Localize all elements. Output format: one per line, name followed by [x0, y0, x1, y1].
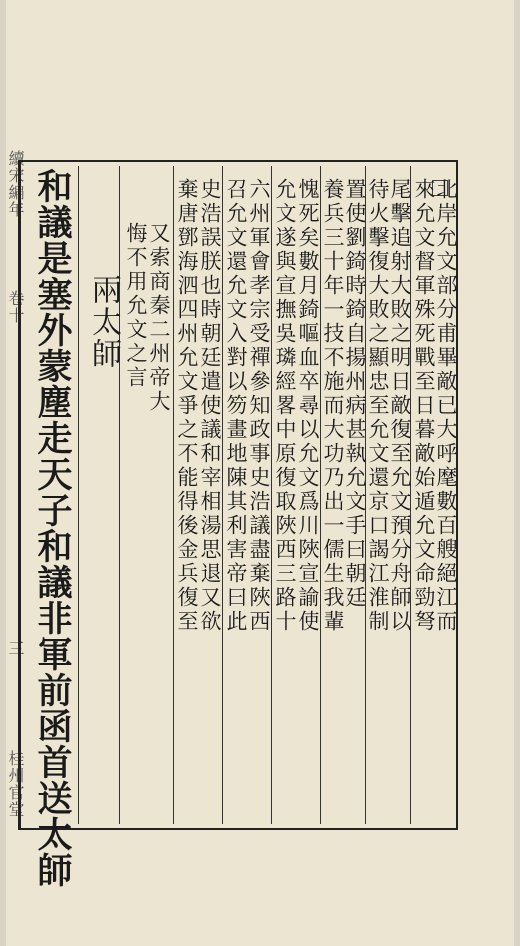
margin-volume: 卷十 — [6, 290, 25, 324]
text-column: 棄唐鄧海泗四州允文爭之不能得後金兵復至 — [175, 178, 199, 634]
text-column: 來允文督軍殊死戰至日暮敵始遁允文命勁弩 — [412, 178, 436, 634]
text-column: 六州軍會孝宗受禪參知政事史浩議盡棄陜西 — [247, 178, 271, 634]
section-heading: 兩太師 — [86, 274, 121, 370]
column-rule — [119, 166, 120, 824]
text-column: 又索商秦二州帝大 — [147, 222, 171, 414]
text-column: 尾擊追射大敗之明日敵復至允文預分舟師以 — [388, 178, 412, 634]
text-column: 悔不用允文之言 — [124, 222, 148, 390]
text-column: 愧死矣數月錡嘔血卒尋以允文爲川陜宣諭使 — [296, 178, 320, 634]
commentary-column: 和議是塞外蒙塵走天子和議非軍前函首送太師 — [32, 168, 73, 888]
margin-title: 續宋編年 — [6, 150, 25, 218]
column-rule — [222, 166, 223, 824]
column-rule — [271, 166, 272, 824]
column-rule — [173, 166, 174, 824]
margin-page: 三 — [6, 640, 25, 657]
text-column: 置使劉錡時錡自揚州病甚執允文手曰朝廷 — [343, 178, 367, 610]
text-column: 召允文還允文入對以笏畫地陳其利害帝曰此 — [224, 178, 248, 634]
text-column: 待火擊復大敗之顯忠至允文還京口謁江淮制 — [366, 178, 390, 634]
margin-publisher: 桂州官堂 — [6, 750, 25, 818]
column-rule — [78, 166, 79, 824]
text-column: 養兵三十年一技不施而大功乃出一儒生我輩 — [321, 178, 345, 634]
text-column: 允文遂與宣撫吳璘經畧中原復取陜西三路十 — [273, 178, 297, 634]
text-column: 史浩誤朕也時朝廷遣使議和宰相湯思退又欲 — [198, 178, 222, 634]
text-column: 北岸允文部分甫畢敵已大呼麾數百艘絕江而 — [434, 178, 458, 634]
